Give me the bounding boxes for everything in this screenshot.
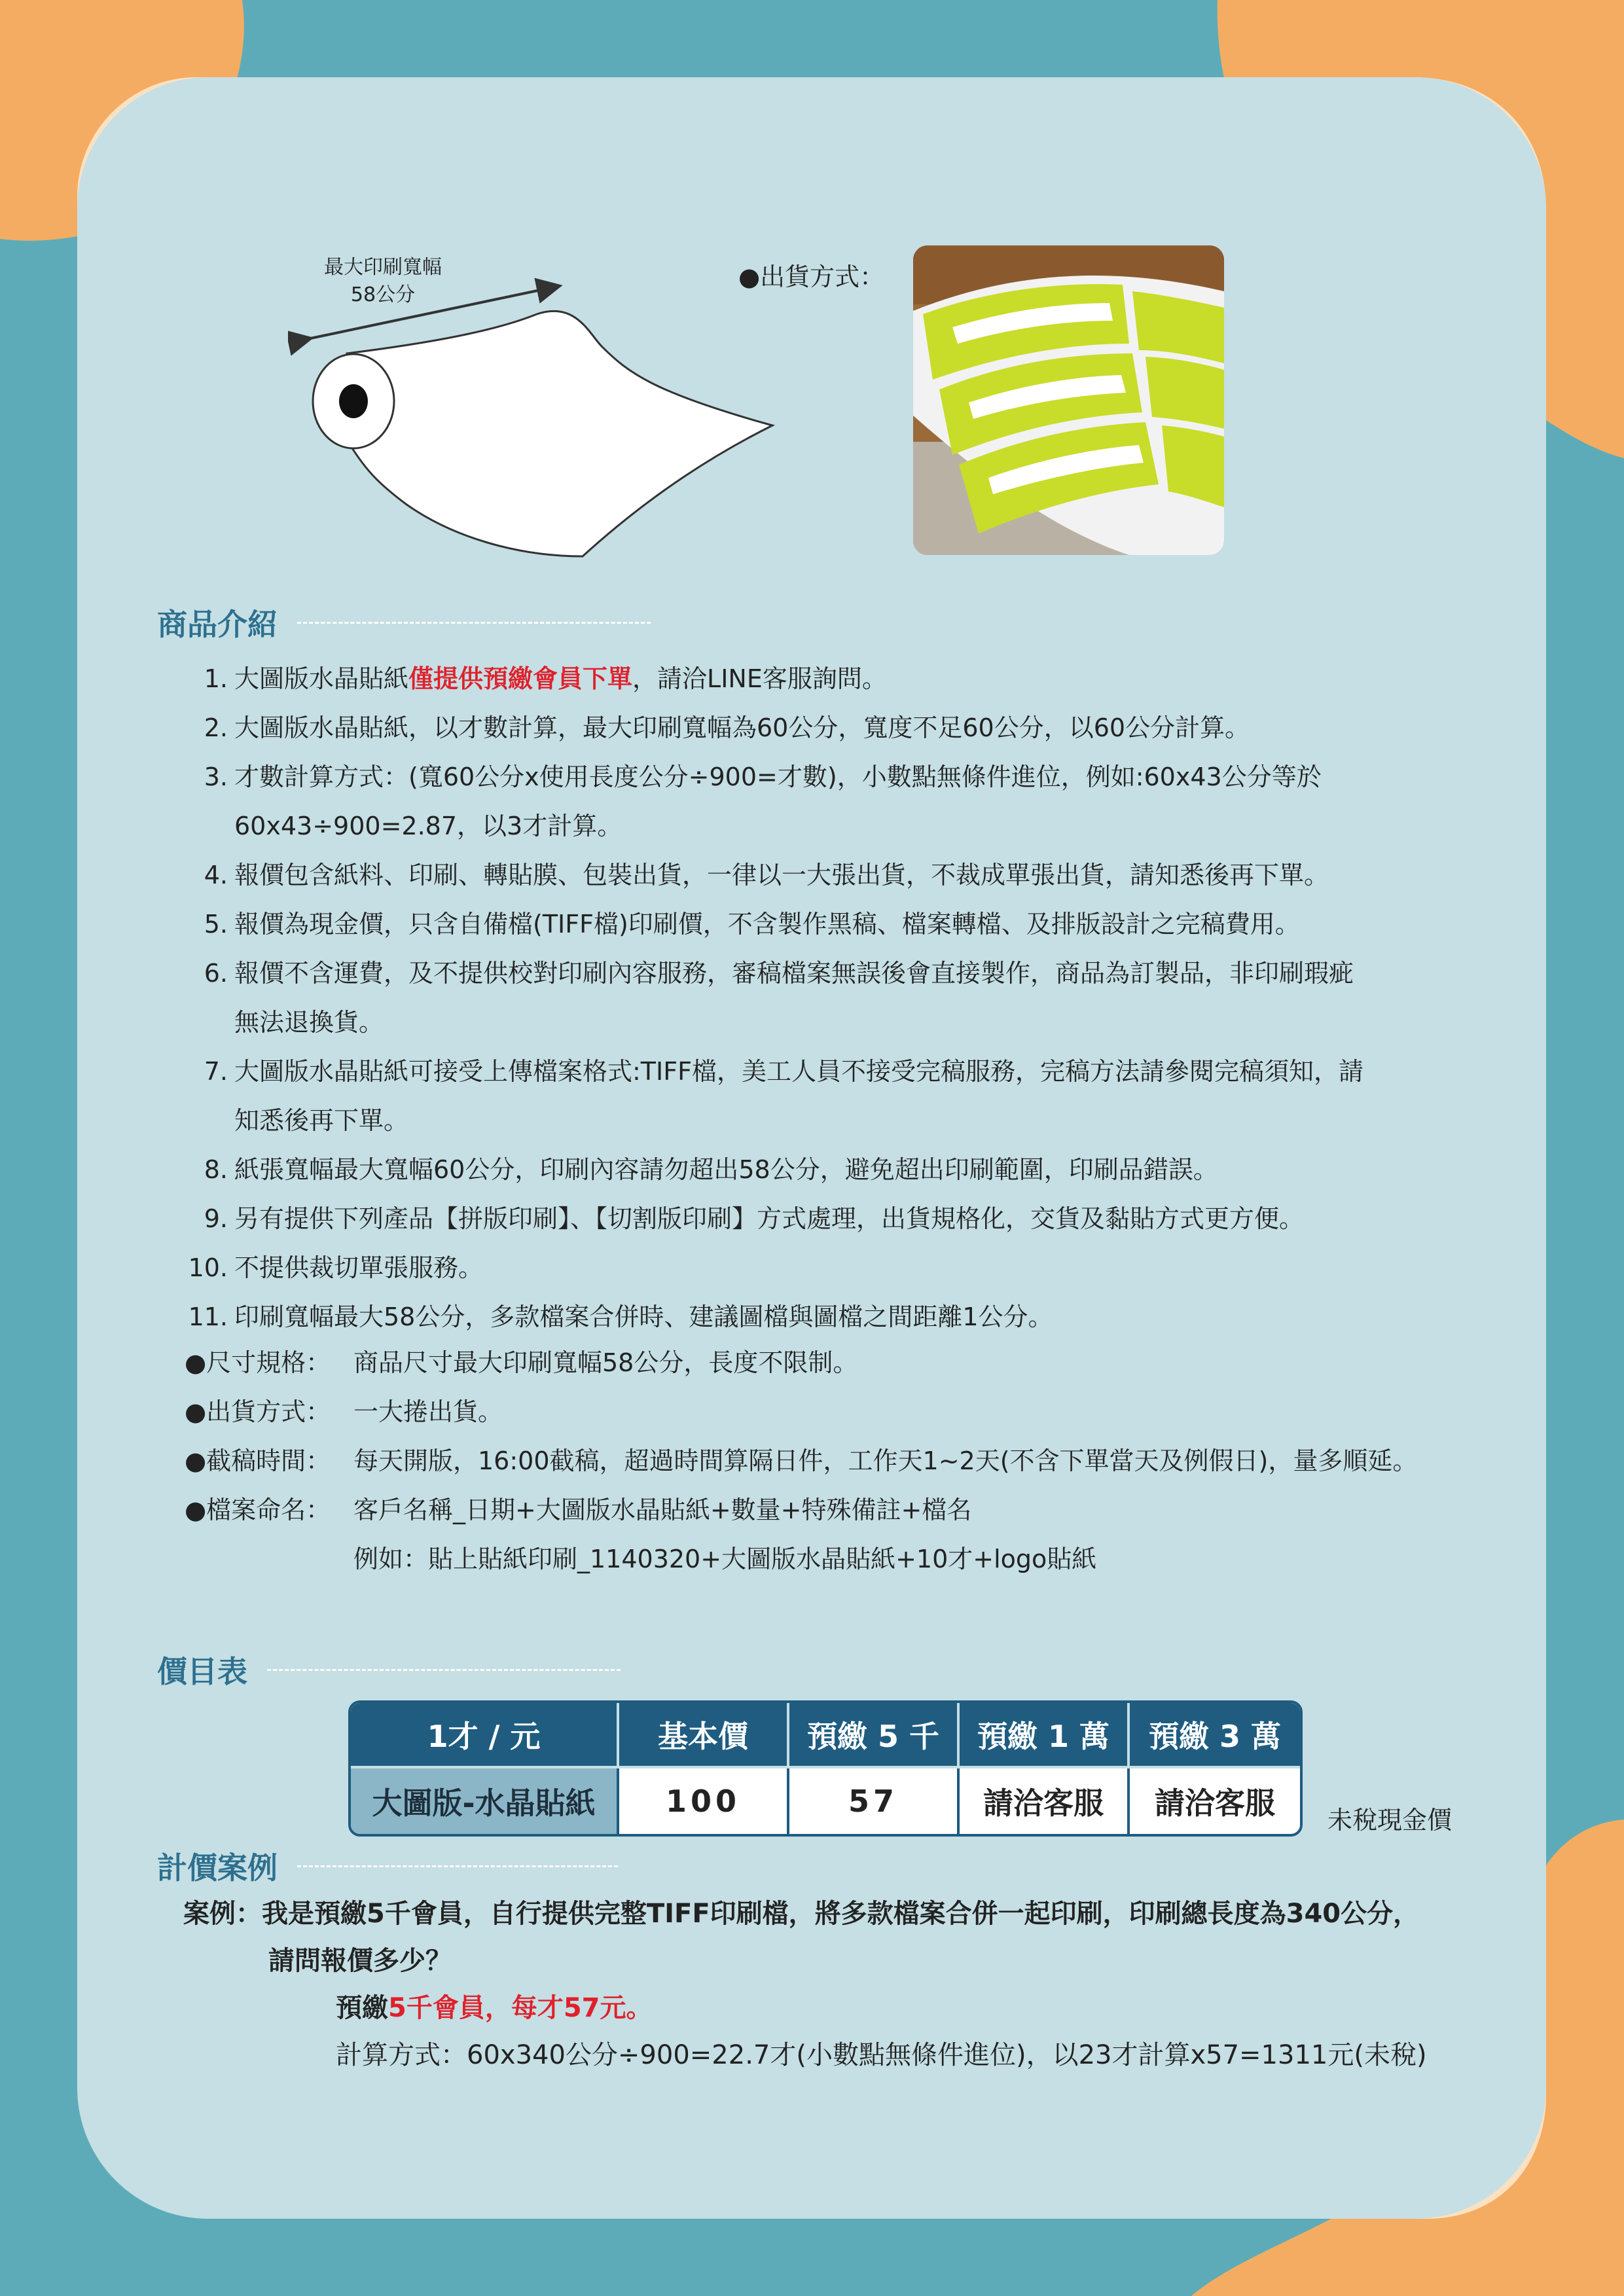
header-prepay-10k: 預繳 1 萬 [960, 1703, 1130, 1768]
pricing-case-title-text: 計價案例 [157, 1850, 278, 1886]
price-prepay-30k: 請洽客服 [1155, 1785, 1275, 1821]
row-product-name: 大圖版-水晶貼紙 [351, 1768, 619, 1834]
header-basic: 基本價 [619, 1703, 789, 1768]
case-answer: 預繳5千會員，每才57元。 [336, 1993, 653, 2023]
shipping-method-label: ●出貨方式： [738, 262, 885, 291]
spec-bullets [185, 1338, 1417, 1584]
spec-file-naming-example: 例如：貼上貼紙印刷_1140320+大圖版水晶貼紙+10才+logo貼紙 [353, 1545, 1097, 1573]
paper-sheet [347, 311, 772, 556]
roll-width-label-line1: 最大印刷寬幅 [324, 256, 442, 279]
price-table-title [157, 1648, 621, 1691]
price-note: 未稅現金價 [1327, 1806, 1453, 1835]
header-unit: 1才 / 元 [351, 1703, 619, 1768]
roll-width-label-line2: 58公分 [350, 283, 416, 306]
case-calculation: 計算方式：60x340公分÷900=22.7才(小數點無條件進位)，以23才計算x57=1311元(未稅) [336, 2040, 1427, 2070]
product-intro-title [157, 601, 651, 644]
spec-shipping: ●出貨方式： 一大捲出貨。 [185, 1397, 503, 1426]
product-intro-title-text: 商品介紹 [157, 607, 278, 642]
title-divider [297, 622, 651, 624]
roll-width-label [288, 254, 478, 309]
list-item: 8. 紙張寬幅最大寬幅60公分，印刷內容請勿超出58公分，避免超出印刷範圍，印刷品錯誤。 [204, 1155, 1218, 1184]
answer-highlight: 5千會員，每才57元。 [388, 1993, 653, 2023]
title-divider [267, 1669, 621, 1671]
list-item: 11. 印刷寬幅最大58公分，多款檔案合併時、建議圖檔與圖檔之間距離1公分。 [188, 1302, 1053, 1331]
list-item: 5. 報價為現金價，只含自備檔(TIFF檔)印刷價，不含製作黑稿、檔案轉檔、及排版設計之完稿費用。 [204, 910, 1300, 939]
header-prepay-30k: 預繳 3 萬 [1130, 1703, 1300, 1768]
list-item: 7. 大圖版水晶貼紙可接受上傳檔案格式:TIFF檔，美工人員不接受完稿服務，完稿方法請參閱完稿須知，請 知悉後再下單。 [204, 1057, 1363, 1135]
case-question-line1: 案例：我是預繳5千會員，自行提供完整TIFF印刷檔，將多款檔案合併一起印刷，印刷總長度為340公分， [183, 1899, 1420, 1929]
list-item: 6. 報價不含運費，及不提供校對印刷內容服務，審稿檔案無誤後會直接製作，商品為訂製品，非印刷瑕疵 無法退換貨。 [204, 959, 1354, 1037]
price-table-title-text: 價目表 [157, 1654, 247, 1689]
spec-deadline: ●截稿時間： 每天開版，16:00截稿，超過時間算隔日件，工作天1~2天(不含下單當天及例假日)，量多順延。 [185, 1446, 1418, 1475]
list-item: 10. 不提供裁切單張服務。 [188, 1253, 484, 1282]
list-item: 1. 大圖版水晶貼紙僅提供預繳會員下單，請洽LINE客服詢問。 [204, 664, 887, 693]
sticker-sheet-photo [913, 245, 1224, 555]
list-item: 9. 另有提供下列產品【拼版印刷】、【切割版印刷】方式處理，出貨規格化，交貨及黏貼方式更方便。 [204, 1204, 1305, 1233]
header-prepay-5k: 預繳 5 千 [789, 1703, 960, 1768]
list-item: 2. 大圖版水晶貼紙，以才數計算，最大印刷寬幅為60公分，寬度不足60公分，以60公分計算。 [204, 713, 1250, 742]
list-item: 4. 報價包含紙料、印刷、轉貼膜、包裝出貨，一律以一大張出貨，不裁成單張出貨，請知悉後再下單。 [204, 861, 1329, 889]
price-basic: 100 [619, 1768, 789, 1834]
case-question-line2: 請問報價多少？ [268, 1946, 452, 1976]
product-intro-list [177, 655, 1499, 1342]
roll-core [339, 384, 368, 418]
price-table [348, 1700, 1303, 1837]
table-row [351, 1768, 1300, 1834]
spec-size: ●尺寸規格： 商品尺寸最大印刷寬幅58公分，長度不限制。 [185, 1348, 858, 1377]
spec-file-naming: ●檔案命名： 客戶名稱_日期+大圖版水晶貼紙+數量+特殊備註+檔名 [185, 1496, 972, 1524]
title-divider [297, 1865, 618, 1867]
price-table-header-row [351, 1703, 1300, 1768]
price-prepay-10k: 請洽客服 [960, 1768, 1130, 1834]
pricing-case-title [157, 1844, 618, 1888]
price-prepay-5k: 57 [789, 1768, 960, 1834]
list-item: 3. 才數計算方式：(寬60公分x使用長度公分÷900=才數)，小數點無條件進位，例如:60x43公分等於 60x43÷900=2.87，以3才計算。 [204, 762, 1322, 840]
members-only-highlight: 僅提供預繳會員下單 [408, 664, 633, 693]
